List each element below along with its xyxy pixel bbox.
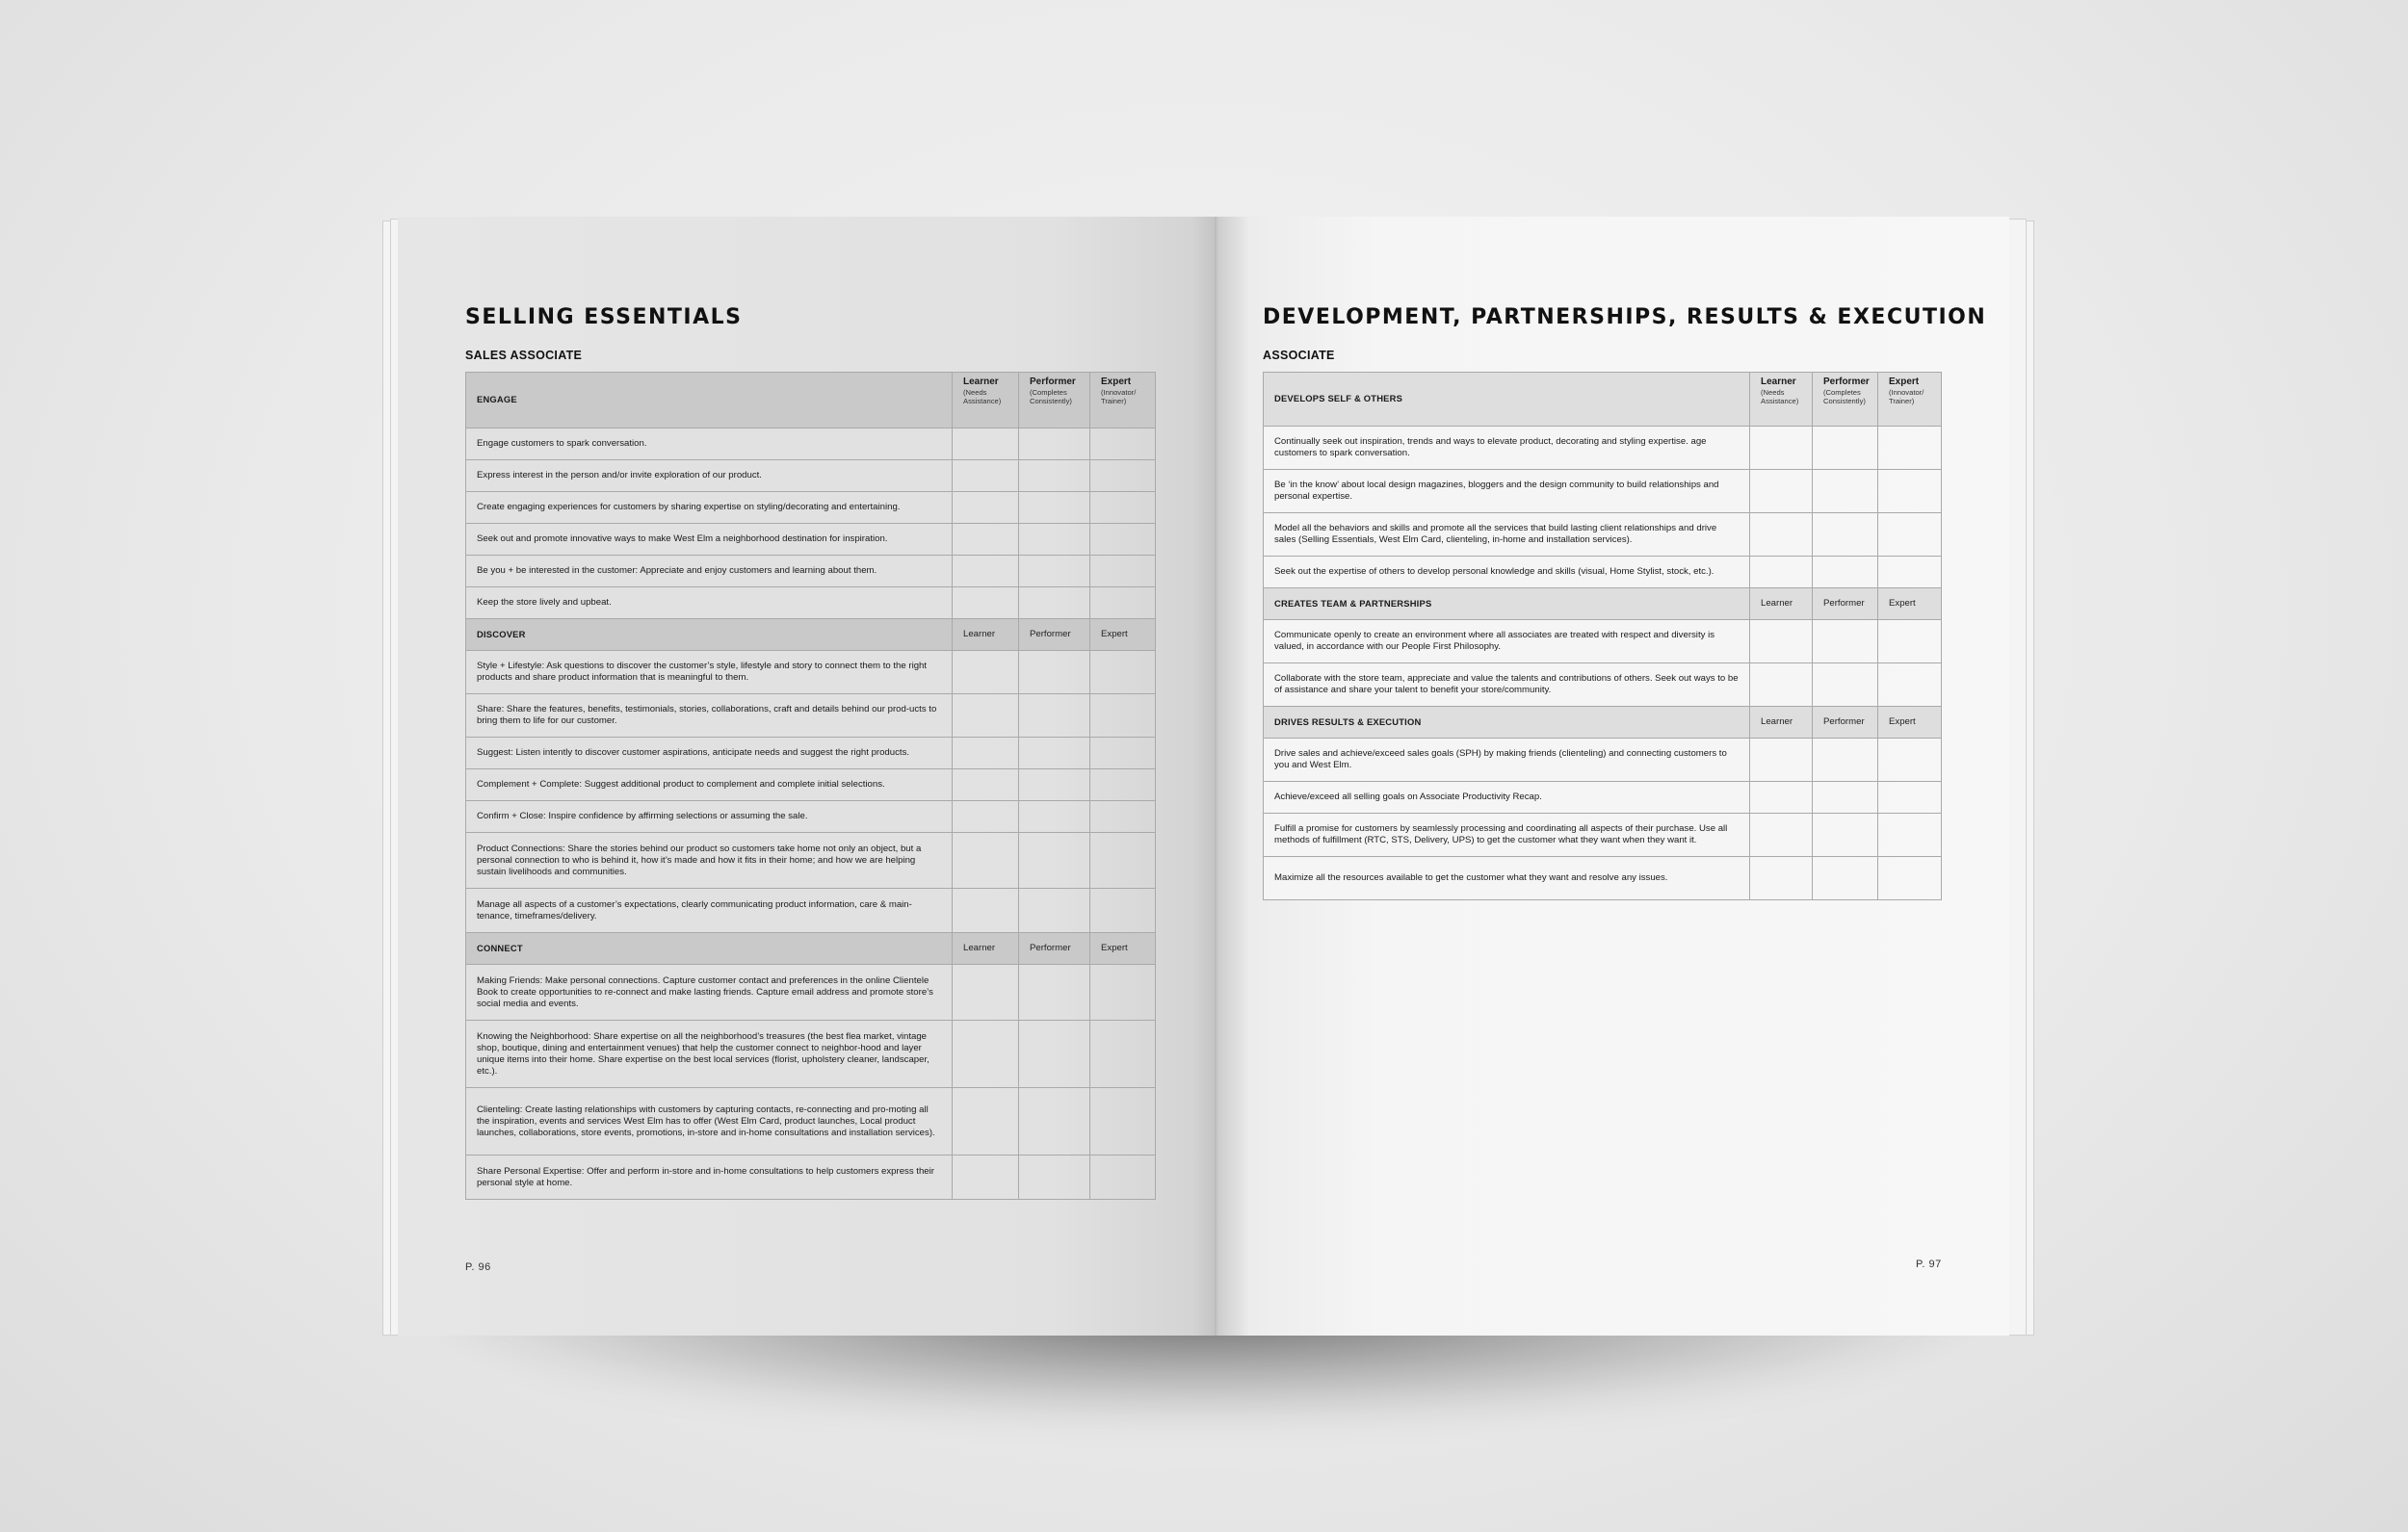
column-header-learner: Learner (Needs Assistance) (1750, 373, 1813, 427)
section-label: DRIVES RESULTS & EXECUTION (1274, 715, 1422, 727)
rating-cell-performer[interactable] (1813, 739, 1878, 782)
table-row (1264, 513, 1942, 557)
rating-cell-expert[interactable] (1090, 1088, 1156, 1155)
rating-cell-expert[interactable] (1090, 1155, 1156, 1200)
competency-text: Communicate openly to create an environment where all associates are treated with respect and diversity is valued, in accordance with our People First Philosophy. (1264, 620, 1750, 663)
rating-cell-performer[interactable] (1813, 782, 1878, 814)
rating-cell-expert[interactable] (1878, 857, 1942, 900)
rating-cell-learner[interactable] (1750, 427, 1813, 470)
level-label: Learner (953, 619, 1019, 651)
rating-cell-expert[interactable] (1090, 889, 1156, 933)
rating-cell-performer[interactable] (1019, 524, 1090, 556)
rating-cell-learner[interactable] (953, 738, 1019, 769)
rating-cell-learner[interactable] (1750, 782, 1813, 814)
competency-table (1263, 372, 1942, 900)
table-row (466, 769, 1156, 801)
rating-cell-performer[interactable] (1019, 801, 1090, 833)
table-row (1264, 470, 1942, 513)
competency-text: Seek out the expertise of others to develop personal knowledge and skills (visual, Home Stylist, stock, etc.). (1264, 557, 1750, 588)
rating-cell-performer[interactable] (1019, 1088, 1090, 1155)
rating-cell-learner[interactable] (1750, 620, 1813, 663)
rating-cell-learner[interactable] (953, 587, 1019, 619)
page-number: P. 97 (1916, 1259, 1942, 1270)
rating-cell-performer[interactable] (1019, 889, 1090, 933)
rating-cell-performer[interactable] (1019, 769, 1090, 801)
rating-cell-performer[interactable] (1813, 427, 1878, 470)
rating-cell-expert[interactable] (1090, 801, 1156, 833)
rating-cell-learner[interactable] (1750, 470, 1813, 513)
rating-cell-performer[interactable] (1813, 513, 1878, 557)
page-subtitle: SALES ASSOCIATE (465, 349, 583, 362)
rating-cell-learner[interactable] (953, 1021, 1019, 1088)
column-header-learner: Learner (Needs Assistance) (953, 373, 1019, 428)
level-label: Performer (1019, 933, 1090, 965)
section-header-row (1264, 588, 1942, 620)
table-row (1264, 427, 1942, 470)
competency-text: Clienteling: Create lasting relationships with customers by capturing contacts, re-connecting and pro-moting all the inspiration, events and services West Elm has to offer (West Elm Card, product launches, Local product launches, collaborations, store events, promotions, in-store and in-home consultations and installation services). (466, 1088, 953, 1155)
section-header-row (466, 619, 1156, 651)
rating-cell-performer[interactable] (1813, 857, 1878, 900)
page-number: P. 96 (465, 1261, 491, 1273)
rating-cell-expert[interactable] (1090, 651, 1156, 694)
competency-text: Share Personal Expertise: Offer and perform in-store and in-home consultations to help customers express their personal style at home. (466, 1155, 953, 1200)
table-row (466, 524, 1156, 556)
rating-cell-learner[interactable] (953, 651, 1019, 694)
table-row (1264, 557, 1942, 588)
rating-cell-learner[interactable] (953, 801, 1019, 833)
rating-cell-learner[interactable] (953, 889, 1019, 933)
competency-text: Seek out and promote innovative ways to make West Elm a neighborhood destination for inspiration. (466, 524, 953, 556)
level-label: Expert (1878, 588, 1942, 620)
rating-cell-expert[interactable] (1878, 663, 1942, 707)
page-title: DEVELOPMENT, PARTNERSHIPS, RESULTS & EXECUTION (1263, 305, 1987, 329)
competency-text: Confirm + Close: Inspire confidence by affirming selections or assuming the sale. (466, 801, 953, 833)
section-label: ENGAGE (477, 394, 517, 404)
rating-cell-performer[interactable] (1019, 833, 1090, 889)
rating-cell-expert[interactable] (1878, 427, 1942, 470)
rating-cell-performer[interactable] (1019, 1021, 1090, 1088)
rating-cell-learner[interactable] (1750, 513, 1813, 557)
section-header-row (466, 933, 1156, 965)
competency-text: Keep the store lively and upbeat. (466, 587, 953, 619)
rating-cell-learner[interactable] (1750, 663, 1813, 707)
table-row (466, 694, 1156, 738)
competency-text: Product Connections: Share the stories behind our product so customers take home not only an object, but a personal connection to who is behind it, how it’s made and how it fits in their home; and how we are helping sustain livelihoods and communities. (466, 833, 953, 889)
table-row (466, 833, 1156, 889)
rating-cell-expert[interactable] (1090, 965, 1156, 1021)
table-row (466, 556, 1156, 587)
rating-cell-expert[interactable] (1090, 694, 1156, 738)
competency-text: Complement + Complete: Suggest additional product to complement and complete initial selections. (466, 769, 953, 801)
rating-cell-performer[interactable] (1019, 492, 1090, 524)
competency-text: Share: Share the features, benefits, testimonials, stories, collaborations, craft and details behind our prod-ucts to bring them to life for our customer. (466, 694, 953, 738)
level-label: Performer (1019, 619, 1090, 651)
rating-cell-learner[interactable] (953, 428, 1019, 460)
rating-cell-performer[interactable] (1813, 620, 1878, 663)
section-header-row (1264, 707, 1942, 739)
competency-text: Model all the behaviors and skills and promote all the services that build lasting client relationships and drive sales (Selling Essentials, West Elm Card, clienteling, in-home and installation services). (1264, 513, 1750, 557)
rating-cell-expert[interactable] (1878, 470, 1942, 513)
competency-text: Create engaging experiences for customers by sharing expertise on styling/decorating and entertaining. (466, 492, 953, 524)
competency-text: Suggest: Listen intently to discover customer aspirations, anticipate needs and suggest the right products. (466, 738, 953, 769)
table-row (466, 428, 1156, 460)
table-row (1264, 663, 1942, 707)
column-header-performer: Performer (Completes Consistently) (1019, 373, 1090, 428)
table-row (1264, 620, 1942, 663)
rating-cell-learner[interactable] (1750, 739, 1813, 782)
page-subtitle: ASSOCIATE (1263, 349, 1335, 362)
table-row (466, 801, 1156, 833)
competency-table (465, 372, 1156, 1200)
rating-cell-expert[interactable] (1090, 556, 1156, 587)
competency-text: Collaborate with the store team, appreciate and value the talents and contributions of others. Seek out ways to be of assistance and share your talent to benefit your store/community. (1264, 663, 1750, 707)
section-label: DISCOVER (477, 628, 526, 639)
rating-cell-learner[interactable] (953, 833, 1019, 889)
rating-cell-expert[interactable] (1090, 460, 1156, 492)
table-row (1264, 782, 1942, 814)
table-row (466, 889, 1156, 933)
rating-cell-learner[interactable] (1750, 557, 1813, 588)
rating-cell-learner[interactable] (953, 524, 1019, 556)
rating-cell-expert[interactable] (1878, 513, 1942, 557)
left-page (398, 217, 1217, 1336)
rating-cell-expert[interactable] (1090, 492, 1156, 524)
level-label: Expert (1090, 933, 1156, 965)
competency-text: Knowing the Neighborhood: Share expertise on all the neighborhood’s treasures (the best flea market, vintage shop, boutique, dining and entertainment venues) that help the customer connect to neighbor-hood and layer unique items into their home. Share expertise on the best local services (florist, upholstery cleaner, landscaper, etc.). (466, 1021, 953, 1088)
rating-cell-expert[interactable] (1090, 587, 1156, 619)
rating-cell-expert[interactable] (1090, 738, 1156, 769)
level-label: Performer (1813, 707, 1878, 739)
section-header-row (1264, 373, 1942, 427)
rating-cell-expert[interactable] (1878, 620, 1942, 663)
competency-text: Style + Lifestyle: Ask questions to discover the customer’s style, lifestyle and story to connect them to the right products and share product information that is meaningful to them. (466, 651, 953, 694)
table-row (466, 1021, 1156, 1088)
rating-cell-expert[interactable] (1878, 557, 1942, 588)
rating-cell-performer[interactable] (1813, 814, 1878, 857)
rating-cell-performer[interactable] (1813, 470, 1878, 513)
table-row (466, 460, 1156, 492)
competency-text: Drive sales and achieve/exceed sales goals (SPH) by making friends (clienteling) and connecting customers to you and West Elm. (1264, 739, 1750, 782)
rating-cell-learner[interactable] (953, 769, 1019, 801)
rating-cell-expert[interactable] (1090, 428, 1156, 460)
level-label: Performer (1813, 588, 1878, 620)
rating-cell-learner[interactable] (1750, 814, 1813, 857)
table-row (466, 587, 1156, 619)
right-page (1218, 217, 2009, 1336)
rating-cell-performer[interactable] (1813, 663, 1878, 707)
column-header-performer: Performer (Completes Consistently) (1813, 373, 1878, 427)
competency-text: Fulfill a promise for customers by seamlessly processing and coordinating all aspects of their purchase. Use all methods of fulfillment (RTC, STS, Delivery, UPS) to get the customer what they want when they want it. (1264, 814, 1750, 857)
rating-cell-performer[interactable] (1019, 587, 1090, 619)
competency-text: Manage all aspects of a customer’s expectations, clearly communicating product information, care & main-tenance, timeframes/delivery. (466, 889, 953, 933)
section-label: DEVELOPS SELF & OTHERS (1274, 393, 1403, 403)
table-row (1264, 739, 1942, 782)
section-label: CONNECT (477, 942, 523, 953)
competency-text: Engage customers to spark conversation. (466, 428, 953, 460)
table-row (466, 738, 1156, 769)
rating-cell-learner[interactable] (953, 460, 1019, 492)
rating-cell-expert[interactable] (1090, 769, 1156, 801)
table-row (466, 1088, 1156, 1155)
table-row (466, 1155, 1156, 1200)
competency-text: Maximize all the resources available to get the customer what they want and resolve any issues. (1264, 857, 1750, 900)
table-row (1264, 814, 1942, 857)
rating-cell-expert[interactable] (1878, 814, 1942, 857)
rating-cell-performer[interactable] (1019, 694, 1090, 738)
competency-text: Be you + be interested in the customer: Appreciate and enjoy customers and learning about them. (466, 556, 953, 587)
rating-cell-performer[interactable] (1813, 557, 1878, 588)
table-row (1264, 857, 1942, 900)
competency-text: Be ‘in the know’ about local design magazines, bloggers and the design community to build relationships and personal expertise. (1264, 470, 1750, 513)
level-label: Expert (1878, 707, 1942, 739)
rating-cell-performer[interactable] (1019, 738, 1090, 769)
rating-cell-performer[interactable] (1019, 965, 1090, 1021)
rating-cell-performer[interactable] (1019, 651, 1090, 694)
rating-cell-expert[interactable] (1878, 782, 1942, 814)
competency-text: Express interest in the person and/or invite exploration of our product. (466, 460, 953, 492)
level-label: Learner (1750, 707, 1813, 739)
rating-cell-learner[interactable] (953, 492, 1019, 524)
rating-cell-expert[interactable] (1090, 524, 1156, 556)
competency-text: Making Friends: Make personal connections. Capture customer contact and preferences in the online Clientele Book to create opportunities to re-connect and make lasting friends. Capture email address and promote store’s social media and events. (466, 965, 953, 1021)
rating-cell-learner[interactable] (953, 965, 1019, 1021)
level-label: Learner (953, 933, 1019, 965)
rating-cell-performer[interactable] (1019, 556, 1090, 587)
rating-cell-learner[interactable] (953, 556, 1019, 587)
section-label: CREATES TEAM & PARTNERSHIPS (1274, 597, 1432, 609)
rating-cell-learner[interactable] (953, 1088, 1019, 1155)
rating-cell-learner[interactable] (953, 694, 1019, 738)
rating-cell-performer[interactable] (1019, 428, 1090, 460)
rating-cell-performer[interactable] (1019, 1155, 1090, 1200)
rating-cell-performer[interactable] (1019, 460, 1090, 492)
section-header-row (466, 373, 1156, 428)
table-row (466, 651, 1156, 694)
competency-text: Continually seek out inspiration, trends and ways to elevate product, decorating and styling expertise. age customers to spark conversation. (1264, 427, 1750, 470)
competency-text: Achieve/exceed all selling goals on Associate Productivity Recap. (1264, 782, 1750, 814)
column-header-expert: Expert (Innovator/ Trainer) (1878, 373, 1942, 427)
rating-cell-expert[interactable] (1090, 1021, 1156, 1088)
level-label: Learner (1750, 588, 1813, 620)
rating-cell-expert[interactable] (1878, 739, 1942, 782)
rating-cell-learner[interactable] (953, 1155, 1019, 1200)
level-label: Expert (1090, 619, 1156, 651)
page-title: SELLING ESSENTIALS (465, 305, 743, 329)
table-row (466, 965, 1156, 1021)
table-row (466, 492, 1156, 524)
column-header-expert: Expert (Innovator/ Trainer) (1090, 373, 1156, 428)
rating-cell-learner[interactable] (1750, 857, 1813, 900)
rating-cell-expert[interactable] (1090, 833, 1156, 889)
